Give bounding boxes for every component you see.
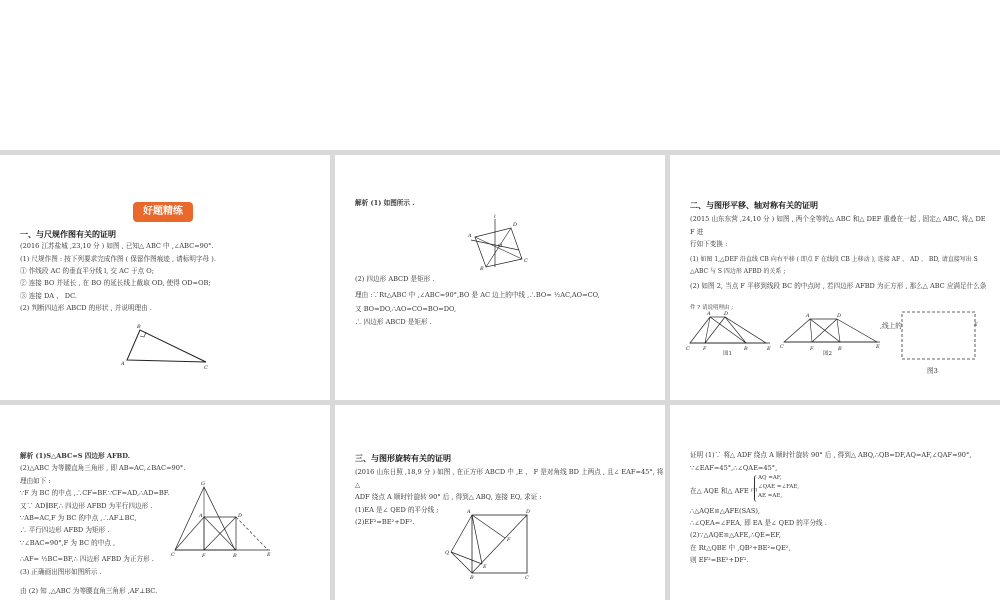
fig1-label-a: A xyxy=(707,311,711,317)
problem-line: (2) 判断四边形 ABCD 的形状 , 并说明理由 . xyxy=(20,304,152,312)
solution-line: 解析 (1) 如图所示 . xyxy=(355,199,415,207)
problem-line: (2)EF²=BE²+DF². xyxy=(355,518,415,526)
problem-line: ① 作线段 AC 的垂直平分线 l, 交 AC 于点 O; xyxy=(20,267,154,275)
problem-line: ADF 绕点 A 顺时针旋转 90° 后 , 得到△ ABQ, 连接 EQ, 求证 : xyxy=(355,493,542,501)
label-d: D xyxy=(526,509,531,515)
label-a: A xyxy=(467,509,471,515)
fig1-label-d: D xyxy=(724,311,729,317)
label-a: A xyxy=(468,233,472,239)
section-heading: 二、与图形平移、轴对称有关的证明 xyxy=(690,201,818,210)
problem-line: 件 ? 请说明理由 ; xyxy=(690,305,734,311)
slide-4[interactable] xyxy=(0,405,330,600)
solution-line: ∵∠BAC=90°,F 为 BC 的中点 , xyxy=(20,539,116,547)
problem-line: (1)EA 是∠ QED 的平分线 ; xyxy=(355,506,439,514)
problem-line: ,线上的 xyxy=(880,322,902,330)
solution-line: 又∵ AD∥BF,∴ 四边形 AFBD 为平行四边形 . xyxy=(20,502,153,510)
problem-line: △ xyxy=(355,481,361,489)
proof-line: 在△ AQE 和△ AFE 中 xyxy=(690,487,758,495)
triangle-figure xyxy=(0,155,330,400)
label-o: O xyxy=(498,243,503,249)
label-f: F xyxy=(507,537,511,543)
problem-line: (2016 江苏盐城 ,23,10 分 ) 如图 , 已知△ ABC 中 ,∠ABC=90°. xyxy=(20,242,214,250)
problem-line: (2) 如图 2, 当点 F 平移到线段 BC 的中点时 , 若四边形 AFBD 为正方形 , 那么△ ABC 应满足什么条 xyxy=(690,282,987,290)
solution-line: ∴ 四边形 ABCD 是矩形 . xyxy=(355,318,432,326)
solution-line: 理由如下 : xyxy=(20,477,51,485)
proof-line: ∵∠EAF=45°,∴∠QAE=45°, xyxy=(690,464,778,472)
problem-line: (2016 山东日照 ,18,9 分 ) 如图 , 在正方形 ABCD 中 ,E 、 F 是对角线 BD 上两点 , 且∠ EAF=45°, 将 xyxy=(355,468,664,476)
label-c: C xyxy=(525,575,529,581)
problem-line: F 进 xyxy=(690,228,704,236)
proof-condition: AE =AE, xyxy=(758,493,783,499)
slide-5[interactable] xyxy=(335,405,665,600)
fig1-label-b: B xyxy=(744,346,748,352)
proof-line: 在 Rt△QBE 中 ,QB²+BE²=QE², xyxy=(690,544,791,552)
solution-line: ∴ 平行四边形 AFBD 为矩形 . xyxy=(20,526,110,534)
label-a: A xyxy=(121,361,125,367)
proof-line: ∴∠QEA=∠FEA, 即 EA 是∠ QED 的平分线 . xyxy=(690,519,827,527)
label-b: B xyxy=(480,266,484,272)
proof-line: 证明 (1)∵ 将△ ADF 绕点 A 顺时针旋转 90° 后 , 得到△ ABQ,∴QB=DF,AQ=AF,∠QAF=90°, xyxy=(690,451,972,459)
label-b: B xyxy=(137,324,141,330)
fig2-label-e: E xyxy=(876,344,880,350)
proof-line: ∴△AQE≌△AFE(SAS), xyxy=(690,507,761,515)
label-b: B xyxy=(470,575,474,581)
rotation-square-figure xyxy=(335,405,665,600)
label-f: F xyxy=(202,553,206,559)
label-b: B xyxy=(233,553,237,559)
label-d: D xyxy=(513,222,518,228)
problem-line: (1) 尺规作图 : 按下列要求完成作图 ( 保留作图痕迹 , 请标明字母 ). xyxy=(20,255,216,263)
fig3-label-e: E xyxy=(974,322,978,328)
problem-line: ③ 连接 DA 、 DC. xyxy=(20,292,77,300)
slide-2[interactable] xyxy=(335,155,665,400)
problem-line: (1) 如图 1,△DEF 沿直线 CB 向右平移 ( 即点 F 在线段 CB 上移动 ), 连接 AF 、 AD 、 BD, 请直接写出 S xyxy=(690,256,978,263)
solution-line: 理由 :∵Rt△ABC 中 ,∠ABC=90°,BO 是 AC 边上的中线 ,∴BO= ½AC,AO=CO, xyxy=(355,291,600,299)
solution-line: ∴AF= ½BC=BF,∴ 四边形 AFBD 为正方形 . xyxy=(20,555,154,563)
fig2-label-b: B xyxy=(838,346,842,352)
fig2-label-c: C xyxy=(780,344,784,350)
solution-line: (2)△ABC 为等腰直角三角形 , 即 AB=AC,∠BAC=90°. xyxy=(20,464,186,472)
solution-line: 由 (2) 知 ,△ABC 为等腰直角三角形 ,AF⊥BC. xyxy=(20,587,158,595)
proof-condition: ∠QAE =∠FAE, xyxy=(758,484,800,490)
slide-1[interactable] xyxy=(0,155,330,400)
fig1-label-c: C xyxy=(686,346,690,352)
proof-condition: AQ =AF, xyxy=(758,475,782,481)
figure-caption: 图1 xyxy=(723,351,732,357)
solution-line: ∵AB=AC,F 为 BC 的中点 ,∴AF⊥BC, xyxy=(20,514,137,522)
slide-6[interactable] xyxy=(670,405,1000,600)
label-e: E xyxy=(267,552,271,558)
problem-line: △ABC 与 S 四边形 AFBD 的关系 ; xyxy=(690,268,786,275)
square-construction-figure xyxy=(0,405,330,600)
fig1-label-f: F xyxy=(703,346,707,352)
label-c: C xyxy=(204,365,208,371)
label-l: l xyxy=(494,214,496,220)
fig2-label-a: A xyxy=(806,313,810,319)
solution-line: (3) 正确画出图形如图所示 . xyxy=(20,568,102,576)
fig1-label-e: E xyxy=(767,346,771,352)
solution-line: 解析 (1)S△ABC=S 四边形 AFBD. xyxy=(20,452,131,460)
solution-line: 又 BO=DO,∴AO=CO=BO=DO, xyxy=(355,305,457,313)
solution-line: ∵F 为 BC 的中点 ,∴CF=BF.∵CF=AD,∴AD=BF. xyxy=(20,489,170,497)
fig2-label-f: F xyxy=(810,346,814,352)
section-badge: 好题精练 xyxy=(133,202,193,222)
label-c: C xyxy=(171,552,175,558)
solution-line: (2) 四边形 ABCD 是矩形 . xyxy=(355,275,435,283)
section-heading: 一、与尺规作图有关的证明 xyxy=(20,230,116,239)
section-heading: 三、与图形旋转有关的证明 xyxy=(355,454,451,463)
figure-caption: 图2 xyxy=(823,351,832,357)
label-a: A xyxy=(199,513,203,519)
translation-figures xyxy=(670,155,1000,400)
fig2-label-d: D xyxy=(837,313,842,319)
problem-line: (2015 山东东营 ,24,10 分 ) 如图 , 两个全等的△ ABC 和△ DEF 重叠在一起 , 固定△ ABC, 将△ DE xyxy=(690,215,986,223)
label-c: C xyxy=(524,258,528,264)
proof-line: (2)∵△AQE≌△AFE,∴QE=EF, xyxy=(690,531,781,539)
problem-line: 行如下变换 : xyxy=(690,240,728,248)
proof-line: 则 EF²=BE²+DF². xyxy=(690,556,749,564)
label-q: Q xyxy=(445,550,450,556)
problem-line: ② 连接 BO 并延长 , 在 BO 的延长线上截取 OD, 使得 OD=OB; xyxy=(20,279,211,287)
label-e: E xyxy=(483,564,487,570)
slide-3[interactable] xyxy=(670,155,1000,400)
label-d: D xyxy=(238,513,243,519)
figure-caption: 图3 xyxy=(927,367,938,375)
label-g: G xyxy=(201,481,205,487)
